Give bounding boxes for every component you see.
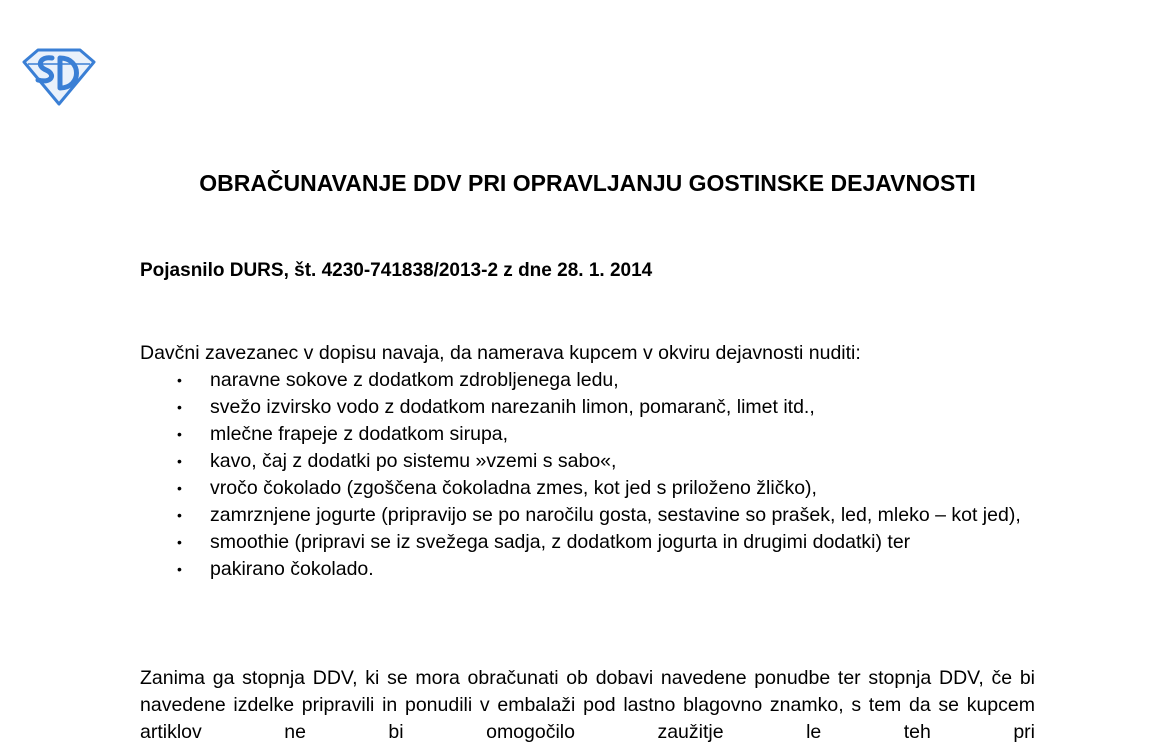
document-title: OBRAČUNAVANJE DDV PRI OPRAVLJANJU GOSTINSKE DEJAVNOSTI [199, 170, 976, 196]
bullet-icon: • [177, 399, 182, 415]
list-item: • smoothie (pripravi se iz svežega sadja, z dodatkom jogurta in drugimi dodatki) ter [140, 529, 1035, 556]
intro-paragraph: Davčni zavezanec v dopisu navaja, da namerava kupcem v okviru dejavnosti nuditi: [140, 342, 861, 364]
list-item: • naravne sokove z dodatkom zdrobljenega ledu, [140, 367, 1035, 394]
sd-logo [22, 48, 96, 106]
list-item: • mlečne frapeje z dodatkom sirupa, [140, 421, 1035, 448]
list-item: • pakirano čokolado. [140, 556, 1035, 583]
offer-list [140, 367, 1035, 583]
bullet-icon: • [177, 480, 182, 496]
bullet-icon: • [177, 561, 182, 577]
question-paragraph: Zanima ga stopnja DDV, ki se mora obračunati ob dobavi navedene ponudbe ter stopnja DDV, če bi navedene izdelke pripravili in ponudili v embalaži pod lastno blagovno znamko, s tem da se kupcem artiklov ne bi omogočilo zaužitje le teh pri [140, 667, 1035, 743]
list-item: • kavo, čaj z dodatki po sistemu »vzemi s sabo«, [140, 448, 1035, 475]
list-item: • svežo izvirsko vodo z dodatkom narezanih limon, pomaranč, limet itd., [140, 394, 1035, 421]
document-subtitle: Pojasnilo DURS, št. 4230-741838/2013-2 z dne 28. 1. 2014 [140, 260, 653, 281]
bullet-icon: • [177, 426, 182, 442]
list-item: • vročo čokolado (zgoščena čokoladna zmes, kot jed s priloženo žličko), [140, 475, 1035, 502]
bullet-icon: • [177, 507, 182, 523]
bullet-icon: • [177, 372, 182, 388]
bullet-icon: • [177, 453, 182, 469]
bullet-icon: • [177, 534, 182, 550]
list-item: • zamrznjene jogurte (pripravijo se po naročilu gosta, sestavine so prašek, led, mleko – kot jed), [140, 502, 1035, 529]
